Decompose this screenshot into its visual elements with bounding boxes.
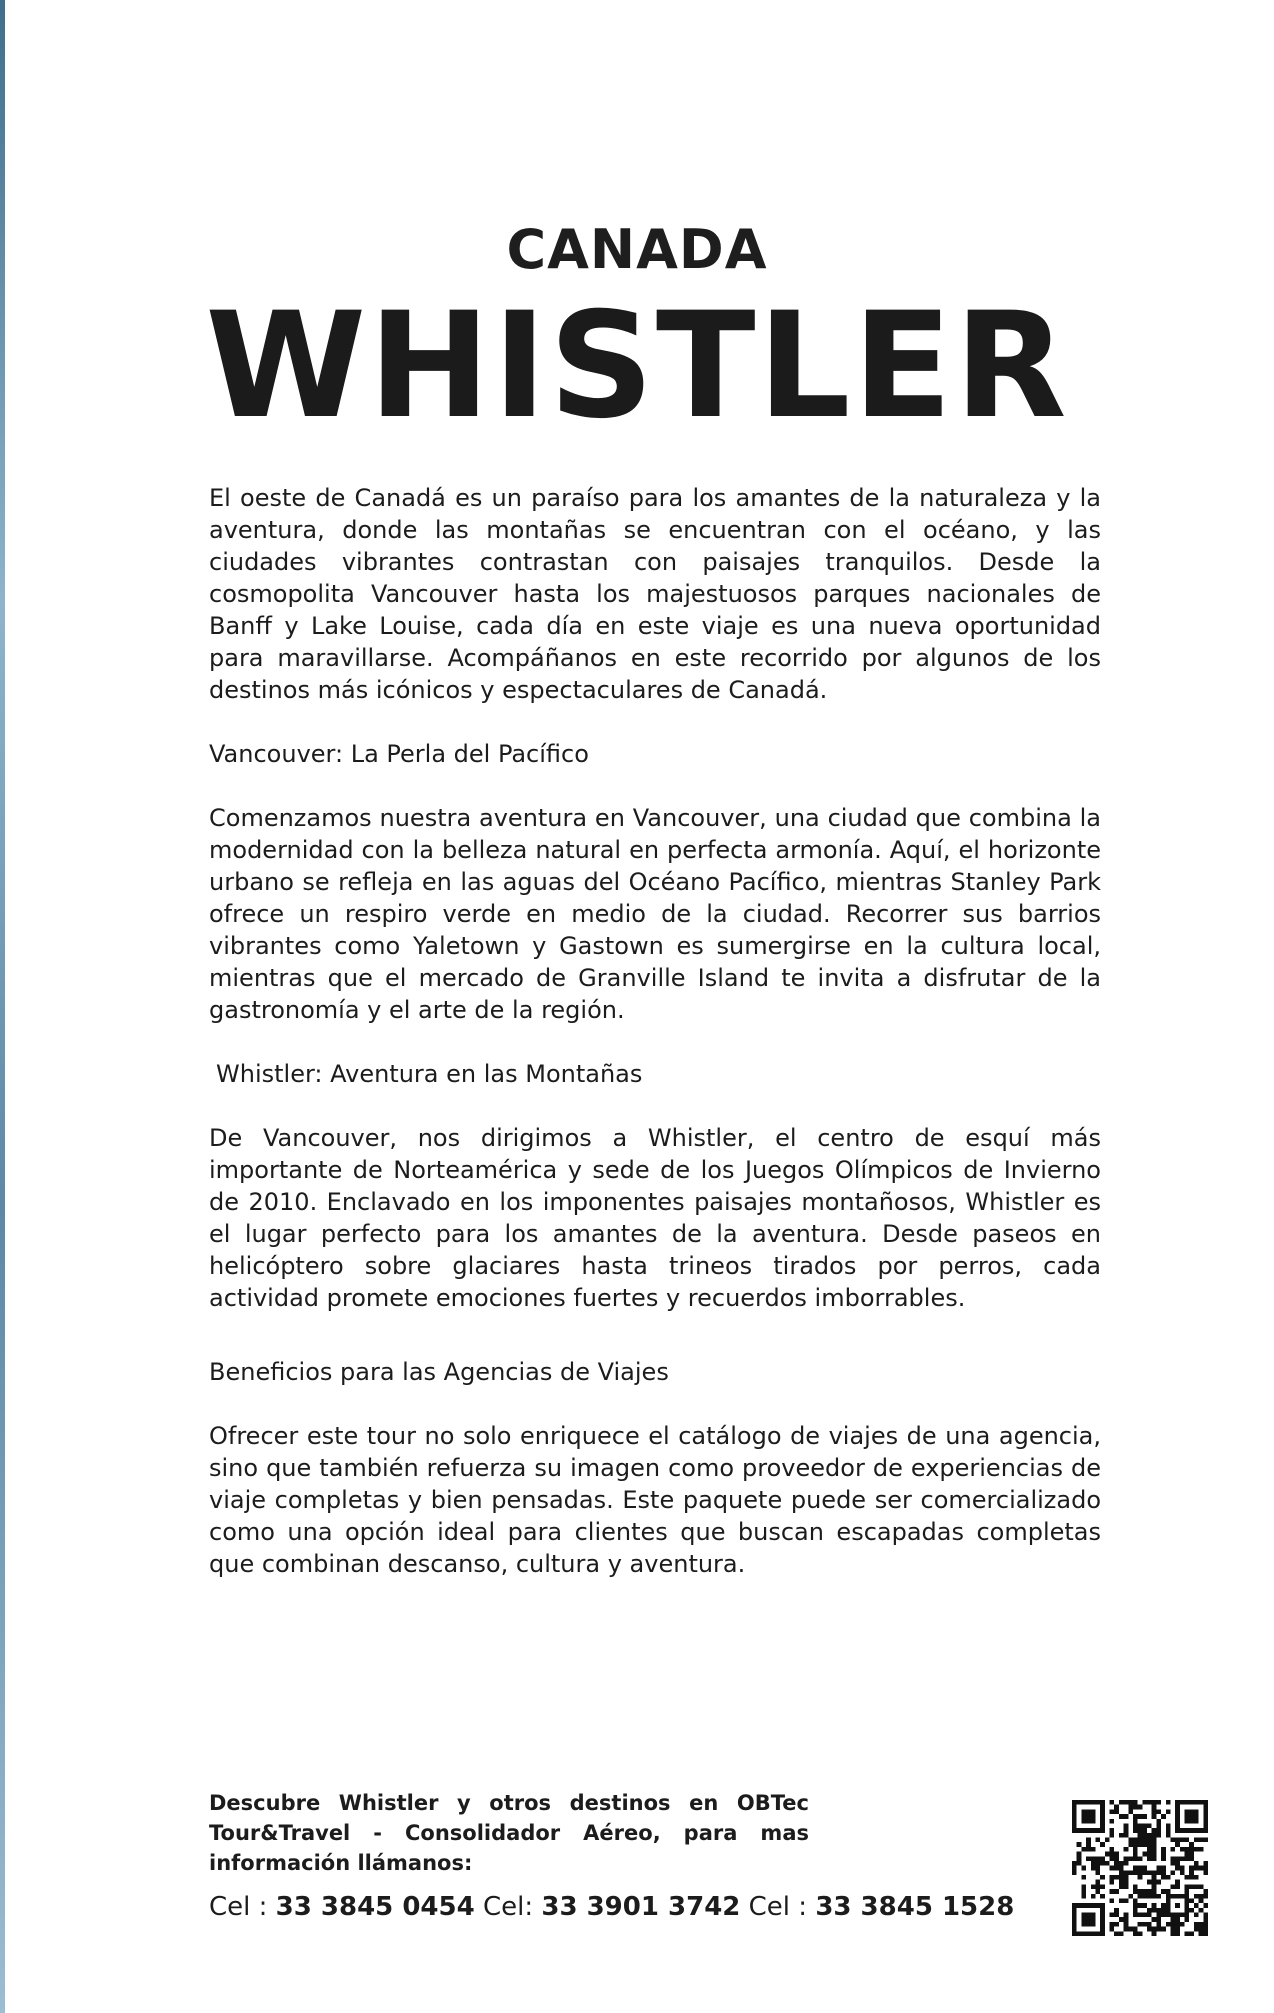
qr-code-icon[interactable] (1072, 1800, 1208, 1936)
destination-title: WHISTLER (205, 281, 1069, 451)
phone-label-2: Cel: (474, 1892, 542, 1922)
section-heading-whistler: Whistler: Aventura en las Montañas (216, 1060, 643, 1088)
section-body-whistler: De Vancouver, nos dirigimos a Whistler, el centro de esquí más importante de Norteamérica y sede de los Juegos Olímpicos de Invierno de 2010. Enclavado en los imponentes paisajes montañosos, Whistler es el lugar perfecto para los amantes de la aventura. Desde paseos en helicóptero sobre glaciares hasta trineos tirados por perros, cada actividad promete emociones fuertes y recuerdos imborrables. (209, 1124, 1101, 1312)
phone-number-1[interactable]: 33 3845 0454 (275, 1892, 475, 1922)
phone-label-1: Cel : (209, 1892, 276, 1922)
article-body (209, 482, 1101, 1580)
phone-list (209, 1890, 1109, 1924)
phone-number-3[interactable]: 33 3845 1528 (815, 1892, 1015, 1922)
section-heading-vancouver: Vancouver: La Perla del Pacífico (209, 740, 589, 768)
phone-number-2[interactable]: 33 3901 3742 (541, 1892, 741, 1922)
section-body-vancouver: Comenzamos nuestra aventura en Vancouver, una ciudad que combina la modernidad con la belleza natural en perfecta armonía. Aquí, el horizonte urbano se refleja en las aguas del Océano Pacífico, mientras Stanley Park ofrece un respiro verde en medio de la ciudad. Recorrer sus barrios vibrantes como Yaletown y Gastown es sumergirse en la cultura local, mientras que el mercado de Granville Island te invita a disfrutar de la gastronomía y el arte de la región. (209, 804, 1101, 1024)
section-body-agencias: Ofrecer este tour no solo enriquece el catálogo de viajes de una agencia, sino que también refuerza su imagen como proveedor de experiencias de viaje completas y bien pensadas. Este paquete puede ser comercializado como una opción ideal para clientes que buscan escapadas completas que combinan descanso, cultura y aventura. (209, 1422, 1101, 1578)
section-heading-agencias: Beneficios para las Agencias de Viajes (209, 1358, 669, 1386)
phone-label-3: Cel : (740, 1892, 816, 1922)
country-title: CANADA (506, 218, 768, 281)
intro-paragraph: El oeste de Canadá es un paraíso para los amantes de la naturaleza y la aventura, donde las montañas se encuentran con el océano, y las ciudades vibrantes contrastan con paisajes tranquilos. Desde la cosmopolita Vancouver hasta los majestuosos parques nacionales de Banff y Lake Louise, cada día en este viaje es una nueva oportunidad para maravillarse. Acompáñanos en este recorrido por algunos de los destinos más icónicos y espectaculares de Canadá. (209, 484, 1101, 704)
contact-cta: Descubre Whistler y otros destinos en OBTec Tour&Travel - Consolidador Aéreo, para mas información llámanos: (209, 1791, 809, 1875)
